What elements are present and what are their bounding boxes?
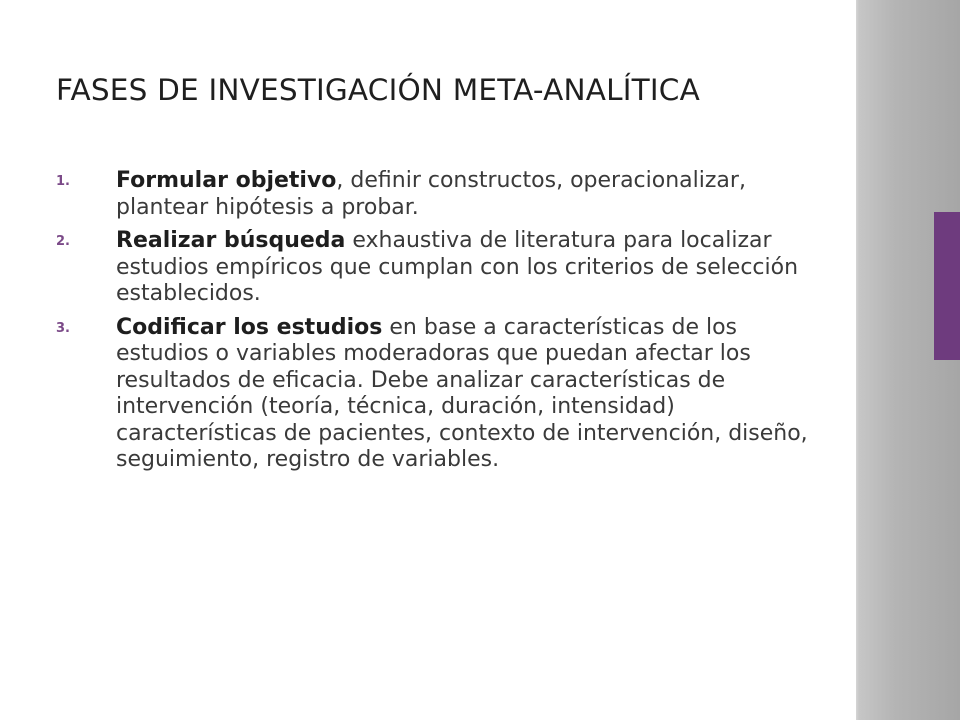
list-item: [56, 315, 816, 474]
item-text: en base a características de los estudios o variables moderadoras que puedan afectar los resultados de eficacia. Debe analizar características de intervención (teoría, técnica, duración, intensidad) características de pacientes, contexto de intervención, diseño, seguimiento, registro de variables.: [116, 314, 808, 472]
side-panel: [856, 0, 960, 720]
accent-bar: [934, 212, 960, 360]
slide-title: FASES DE INVESTIGACIÓN META-ANALÍTICA: [56, 73, 700, 107]
item-number: 2.: [56, 234, 70, 249]
item-lead: Realizar búsqueda: [116, 228, 346, 253]
item-number: 3.: [56, 320, 70, 336]
item-lead: Codificar los estudios: [116, 314, 383, 340]
item-text: , definir constructos, operacionalizar, plantear hipótesis a probar.: [116, 168, 746, 220]
item-text: exhaustiva de literatura para localizar estudios empíricos que cumplan con los criterios de selección establecidos.: [116, 228, 799, 306]
list-item: [56, 228, 816, 308]
phase-list: [56, 168, 816, 481]
item-number: 1.: [56, 174, 70, 189]
list-item: [56, 168, 816, 221]
item-lead: Formular objetivo: [116, 168, 337, 193]
